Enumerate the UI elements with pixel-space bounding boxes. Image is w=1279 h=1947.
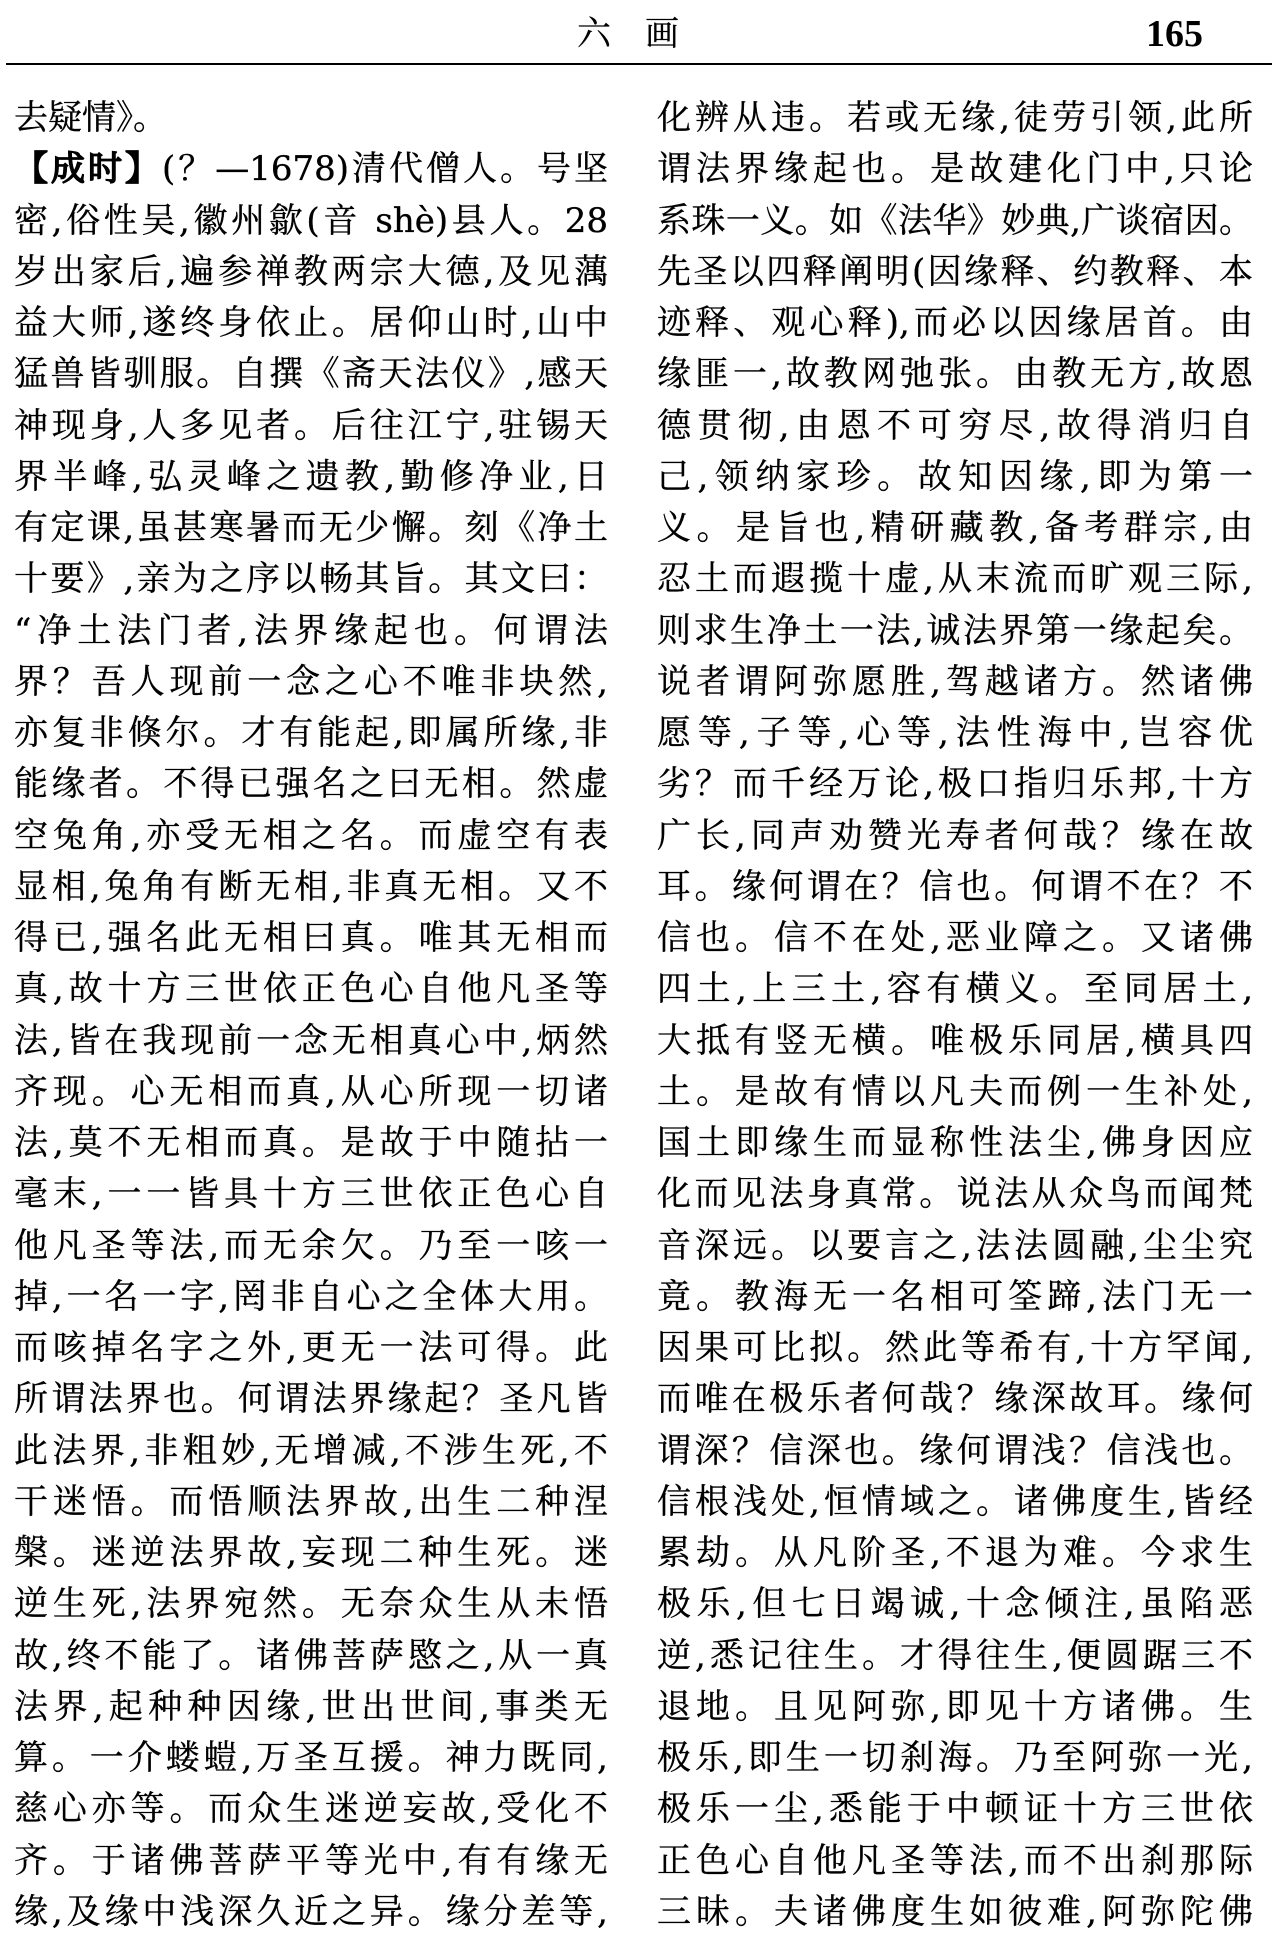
text-line: 逆生死,法界宛然。无奈众生从未悟 [14,1584,608,1625]
text-line: 三昧。夫诸佛度生如彼难,阿弥陀佛 [657,1891,1253,1932]
text-line: 密,俗性吴,徽州歙(音 shè)县人。28 [14,200,608,241]
text-line: “净土法门者,法界缘起也。何谓法 [14,610,608,651]
text-line: 因果可比拟。然此等希有,十方罕闻, [657,1328,1253,1368]
text-line: 信根浅处,恒情域之。诸佛度生,皆经 [657,1481,1253,1522]
text-line: 极乐,即生一切刹海。乃至阿弥一光, [657,1738,1253,1778]
text-line: 法界,起种种因缘,世出世间,事类无 [14,1686,608,1727]
text-line: 缘,及缘中浅深久近之异。缘分差等, [14,1891,608,1932]
text-line: 极乐一尘,悉能于中顿证十方三世依 [657,1789,1253,1830]
text-line: 土。是故有情以凡夫而例一生补处, [657,1071,1253,1112]
text-line: 故,终不能了。诸佛菩萨愍之,从一真 [14,1635,608,1676]
text-line: 先圣以四释阐明(因缘释、约教释、本 [657,251,1253,292]
text-line: 广长,同声劝赞光寿者何哉？缘在故 [657,815,1253,856]
text-line: 十要》,亲为之序以畅其旨。其文曰： [14,559,608,600]
text-line: 愿等,子等,心等,法性海中,岂容优 [657,713,1253,753]
text-line: 猛兽皆驯服。自撰《斋天法仪》,感天 [14,354,608,395]
header-rule [6,63,1272,65]
text-line: 耳。缘何谓在？信也。何谓不在？不 [657,866,1253,907]
text-line: 算。一介蝼螘,万圣互援。神力既同, [14,1738,608,1778]
text-line: 退地。且见阿弥,即见十方诸佛。生 [657,1686,1253,1727]
text-line: 而唯在极乐者何哉？缘深故耳。缘何 [657,1379,1253,1420]
section-title: 六 画 [577,14,679,54]
text-line: 义。是旨也,精研藏教,备考群宗,由 [657,508,1253,548]
text-line: 亦复非倏尔。才有能起,即属所缘,非 [14,713,608,753]
text-line: 忍土而遐揽十虚,从末流而旷观三际, [657,559,1253,600]
text-line: 信也。信不在处,恶业障之。又诸佛 [657,918,1253,958]
left-column [14,93,608,1938]
text-line: 大抵有竖无横。唯极乐同居,横具四 [657,1020,1253,1061]
text-line: 界半峰,弘灵峰之遗教,勤修净业,日 [14,456,608,497]
entry-first-line [14,144,608,195]
text-line: 德贯彻,由恩不可穷尽,故得消归自 [657,405,1253,446]
text-line: 显相,兔角有断无相,非真无相。又不 [14,866,608,907]
text-line: 迹释、观心释),而必以因缘居首。由 [657,303,1253,343]
page-number: 165 [1146,13,1203,55]
text-line: 毫末,一一皆具十方三世依正色心自 [14,1174,608,1215]
text-line: 逆,悉记往生。才得往生,便圆踞三不 [657,1635,1253,1676]
text-line: 槃。迷逆法界故,妄现二种生死。迷 [14,1533,608,1573]
text-line: 劣？而千经万论,极口指归乐邦,十方 [657,764,1253,805]
text-line: 缘匪一,故教网弛张。由教无方,故恩 [657,354,1253,395]
text-line: 四土,上三土,容有横义。至同居土, [657,969,1253,1010]
text-line: 得已,强名此无相曰真。唯其无相而 [14,918,608,958]
text-line: 极乐,但七日竭诚,十念倾注,虽陷恶 [657,1584,1253,1625]
text-line: 己,领纳家珍。故知因缘,即为第一 [657,456,1253,497]
text-line: 谓深？信深也。缘何谓浅？信浅也。 [657,1430,1253,1471]
text-line: 正色心自他凡圣等法,而不出刹那际 [657,1840,1253,1881]
text-line: 齐现。心无相而真,从心所现一切诸 [14,1071,608,1112]
text-line: 则求生净土一法,诚法界第一缘起矣。 [657,610,1253,651]
text-line: 能缘者。不得已强名之曰无相。然虚 [14,764,608,805]
text-line: 累劫。从凡阶圣,不退为难。今求生 [657,1533,1253,1573]
text-line: 他凡圣等法,而无余欠。乃至一咳一 [14,1225,608,1266]
text-line: 音深远。以要言之,法法圆融,尘尘究 [657,1225,1253,1266]
text-line: 齐。于诸佛菩萨平等光中,有有缘无 [14,1840,608,1881]
text-line: 益大师,遂终身依止。居仰山时,山中 [14,303,608,343]
right-column [657,93,1253,1938]
text-line: 系珠一义。如《法华》妙典,广谈宿因。 [657,200,1253,241]
text-line: 有定课,虽甚寒暑而无少懈。刻《净土 [14,508,608,548]
entry-headword: 【成时】 [14,149,162,190]
text-line: 掉,一名一字,罔非自心之全体大用。 [14,1276,608,1317]
text-line: 去疑情》。 [14,98,167,138]
text-line: 岁出家后,遍参禅教两宗大德,及见蕅 [14,251,608,292]
text-line: 化辨从违。若或无缘,徒劳引领,此所 [657,98,1253,138]
text-line: 法,皆在我现前一念无相真心中,炳然 [14,1020,608,1061]
text-line: 竟。教海无一名相可筌蹄,法门无一 [657,1276,1253,1317]
text-line: 而咳掉名字之外,更无一法可得。此 [14,1328,608,1368]
entry-text: (？—1678)清代僧人。号坚 [161,149,608,190]
text-line: 神现身,人多见者。后往江宁,驻锡天 [14,405,608,446]
text-line: 空兔角,亦受无相之名。而虚空有表 [14,815,608,856]
text-line: 慈心亦等。而众生迷逆妄故,受化不 [14,1789,608,1830]
text-line: 法,莫不无相而真。是故于中随拈一 [14,1123,608,1163]
text-line: 谓法界缘起也。是故建化门中,只论 [657,149,1253,190]
text-line: 干迷悟。而悟顺法界故,出生二种涅 [14,1481,608,1522]
text-line: 界？吾人现前一念之心不唯非块然, [14,661,608,702]
text-line: 真,故十方三世依正色心自他凡圣等 [14,969,608,1010]
text-line: 说者谓阿弥愿胜,驾越诸方。然诸佛 [657,661,1253,702]
text-line: 所谓法界也。何谓法界缘起？圣凡皆 [14,1379,608,1420]
text-line: 国土即缘生而显称性法尘,佛身因应 [657,1123,1253,1163]
text-line: 化而见法身真常。说法从众鸟而闻梵 [657,1174,1253,1215]
text-line: 此法界,非粗妙,无增减,不涉生死,不 [14,1430,608,1471]
